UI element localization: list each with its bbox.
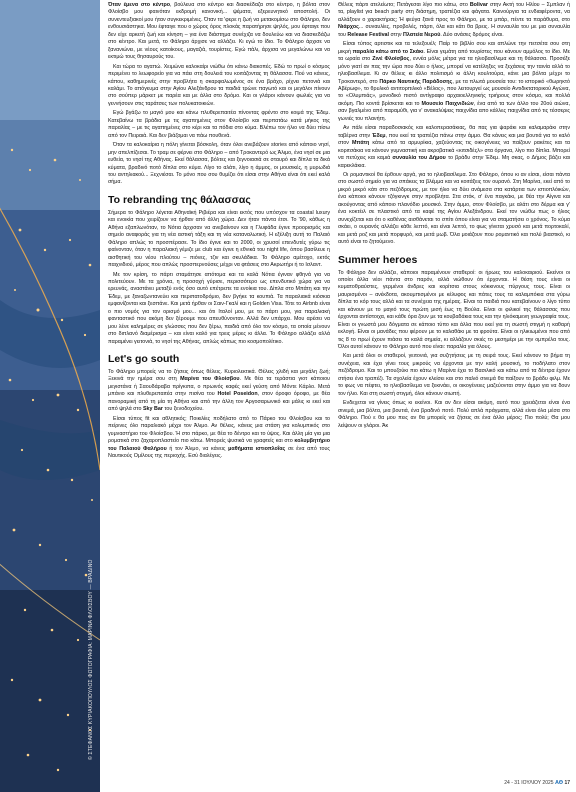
place-name: κολυμβητήριο του Παλαιού Φαλήρου <box>108 438 330 452</box>
place-name: Μπάτη <box>351 140 370 147</box>
paragraph: Το Φάληρο δεν αλλάζει, κάποιοι παραμένουν σταθεροί: οι ήρωες του καλοκαιριού. Εκείνοι οι οποίοι άλλα νέοι πάντα στο παρόν, αλλά νιώθουν ότι έρχονται. Η θέση τους είναι οι κυματοθραύστες, γερμένοι άνδρες και κορίτσια στους κόκκινους πύργους τους. Είναι οι μαυρισμένοι – ανέκδοτα, ακουμπισμένοι με κέλυφος και πάτες τους τα καλαμπόκια στα γύρω δίπλα το κόρ τους αλλά και τα συνέχεια της ημέρας. Είναι τα παιδιά που κατεβαίνουν ο λίγο τύπο και κάνουν με το μαγιό τους πρώτη μισή έως τη Βούλα. Είναι οι φιλικοί της θάλασσας που έρχονται αντίστοιχα, και κάθε όρα ζουν με τα κουβαδάκια τους και την ηλιόκαμενη γεωγραφία τους. Είναι οι γνωστά μου δόγματα σε κάποιο τύπο και άλλα που εκεί για τη σωστή στιγμή η καθαρή εκλογή. Είναι οι μανάδες που φέρουν με το καλαθάκι με τα φρούτα. Είναι οι ηλικιωμένοι που από τις 8 το πρωί έχουν πιάσει τα καλά σημεία, κι αλλάζουν σκιές το μεσημέρι με την ομπρέλα τους. Όλοι αυτοί κάνουν το Φάληρο αυτό που είναι: παραλία για όλους. <box>338 269 570 351</box>
place-name: Bolivar <box>469 2 488 8</box>
text: Το Φάληρο μπορείς να το ζήσεις όπως θέλεις. Κυριολεκτικά. Θέλεις χλιδή και μεγάλη ζωή; Ξεκινά την ημέρα σου στη <box>108 369 330 383</box>
paragraph <box>108 369 330 414</box>
text: ή τον Άλιμο, να κάνεις <box>166 445 229 452</box>
place-name: Μουσείο Παιχνιδιών <box>421 100 474 107</box>
paragraph <box>338 125 570 170</box>
text: στην <box>389 31 404 38</box>
text: . Δύο ανάσες δρόμος είναι. <box>440 31 504 38</box>
photo-credit: © ΣΤΕΦΑΝΟΣ ΚΥΡΙΑΚΟΠΟΥΛΟΣ ΦΩΤΟΓΡΑΦΙΑ: ΜΑΡΙΝΑ ΦΛΟΙΣΒΟΥ — ΒΡΑΔΙΝΟ <box>88 559 94 760</box>
lead-in: Όταν έμενα στο κέντρο <box>108 2 171 8</box>
text: , που εκεί τα τραπέζια πάνω στην άμμο. Θα κάνεις και μια βουτιά για το καλό στον <box>338 132 570 147</box>
text: σε ένα από τους Ναυτικούς Ομίλους της περιοχής. Εσύ διαλέγεις. <box>108 445 330 460</box>
place-name: παραλία κάτω από το Σκάκι <box>352 48 424 55</box>
text: του ξενοδοχείου. <box>162 406 204 413</box>
text: , με τα πλωτά μουσεία του: το ιστορικό «θωρηκτό Αβέρωφ», το θρυλικό αντιτορπιλικό «Βέλος», που λειτουργεί ως μουσείο Αντιδικτατορικού Αγώνα, το «Ολυμπιάς», μονοδικό πιστό αντίγραφο αρχαιοελληνικής τριήρους στον κόσμο, και πολλά ακόμη. Πιο κοντά βρίσκεται και το <box>338 78 570 107</box>
paragraph: Με τον κρίση, το πάρτι σταμάτησε απότομα και τα καλά Νότια έγιναν φθηνά για να πολιτεύουν. Με τα χρόνια, η προσοχή γύρισε, περισσότερο ως επενδυτικό χώρα για να ερευνάς, αναστάνει μεταξύ ενός όσο αυτό επέτρεπε τα ενοίκια του. Δίπλα στο Μπάτη και την Έδεμ, με ξαναζωντανεύει και περιπατοδρόμιο, δεν βγήκε τα κουπιά. Τα παραλιακά κιόσκια εμφανίζονται και ξεσπάνε. Και μετά ήρθαν οι Σαιν-Γκαλί και η Golden Visa. Τότε το Airbnb είναι ο πιο νομός για τον ορισμό μου... και ότι Ιταλοί μου, με το πάρτι μου, για παραλιακή φανταστικό που ακόμη δεν ξέρουμε που απευθύνονταν. Αλλά δεν υπάρχει. Μου αρέσει να μου λένε καλημέρες σε γλώσσες που δεν ξέρω, παιδιά από όλο τον κόσμο, τα οποία μένουν στο διπλανό διαμέρισμα – και είναι καλό για τρεις μέρες κι άλλα. Το Φάληρο αλλάζει αλλά παραμένει γειτονιά, το νησί της Αθήνας, απλώς κάπως πιο κοσμοπολίτικο. <box>108 271 330 345</box>
paragraph: Και μετά όλοι οι σταθεροί, γειτονιά, για συζητήσεις με τη σειρά τους. Εκεί κάνουν το βήμα τη συνέχεια, και έχει γίνει τους μικρούς να έρχονται με την καλή μουσική, το ποδήλατο στον πεζόδρομο. Και το μπουζούκι πιο κάτω η Μαρίνα έχει το Βασιλικό και κάτω από τα δέντρα έχουν στήσει ένα τραπέζι. Τα σχολεία έχουν κλείσει και στο παλιό σινεμά θα παίξουν το βράδυ φιλμ. Με το φως να πέφτει, το ηλιοβασίλεμα να ξεκινάει, οι οικογένειες μαζεύονται στην άμμο για να δουν τον ήλιο. Και στη σωστή στιγμή, όλοι κάνουν σιωπή. <box>338 353 570 397</box>
text: κάτω από τα αρμυρίκια, χαζεύοντας τις οικογένειες να παίζουν ρακέτες και τα κοριτσάκια να κάνουν γυμναστική και ακροβατικά «κιτσιδέςλ» στα όργανα, λίγο πιο δίπλα. Μπορεί να πετύχεις και καμιά <box>338 140 570 162</box>
text: το βράδυ στην Έδεμ. Μη σκας, ο Δήμος βάζει και καρεκλάκια. <box>338 155 570 169</box>
section-heading: Let's go south <box>108 353 180 366</box>
page-number: 17 <box>564 780 570 786</box>
text: , εννέα μόλις μέτρα για τα ηλιοβασίλεμα και τη θάλασσα. Προσέξε μόνο γιατί αν πας την ώρα που δύει ο ήλιος, μπορεί να κατέληξες να ξεχάσεις την ταινία αλλά το ηλιοβασίλεμα. Κι αν θέλεις κι άλλο πολιτισμό κι άλλη κουλτούρα, κάνε μια βόλτα μέχρι το Τροκαντερό, στο <box>338 56 570 85</box>
text: ... συναυλίες, προβολές, πάρτι, όλα και κάτι θα βρεις. Η συναυλία του με μια συναυλία του <box>338 24 570 38</box>
paragraph: Ενδεχεται να γίνεις όπως κι εκείνοι. Και αν δεν είσαι ακόμη, αυτό που χρειάζεται είναι ένα σινεμά, μια βόλτα, μια βουτιά, ένα βραδινό ποτό. Πολύ απλά πράγματα, αλλά είναι όλα μέσα στο Φάληρο. Πού ε θα μου πεις αν θα μπορείς να ζήσεις σε ένα άλλο μέρος; Πιο πολύ; Θα μου λείψουν οι γλάροι. Άκ <box>338 400 570 429</box>
paragraph <box>338 2 570 39</box>
place-name: Sky Bar <box>142 406 163 413</box>
paragraph <box>338 41 570 123</box>
place-name: Πλατεία Νερού <box>403 31 441 38</box>
place-name: Πάρκο Ναυτικής Παράδοσης <box>379 78 453 85</box>
text: , βούλευα στο κέντρο και διασκέδαζα στο κέντρο, η βόλτα στον Φλοίσβο μου φαινόταν εκδρομή κανονική... ψέματα, εξερευνητικό αποστολή. Οι συνεντευξιακοί μου ήταν συγκεκριμένες. Όταν τα 'φερε η ζωή να μετακομίσω στο Φάληρο, δεν ενθουσιάστηκα. Μου έφταιγε που ο χώρος όρος πλοκάς παρατήρησε ψηλός, μου έφταιγε που δεν είχε αρκετή ζωή και κίνηση – για ένα διάστημα συνέχιζα να δουλεύω και να διασκεδάζω στο κέντρο. Και μετά, το Φάληρο άρχισε να αλλάζει. Κι εγώ το ίδιο. Το Φάληρο άρχισε να ξανανιώνει, με νέους κατοίκους, μαγαζιά, τουρίστες. Εγώ πάλι, άρχισα να μεγαλώνω και να εκτιμώ τους θησαυρούς του. <box>108 2 330 61</box>
paragraph: Εγώ βγάζω το μαγιό μου και κάνω πλυθερεπαιτέα πίνοντας φρέντο στο κοιμά της Έδεμ. Κατεβαίνω τα βράδια με τις αγαπημένες στον Φλοίσβο και περπατάω κατά μήκος της παραλίας – με τις αγαπημένες στο κέρι και τα πόδια στο κύμα. Βλέπω τον ήλιο να δύει πίσω από τον Πειραιά. Και δεν βιάζομαι να πάω πουθενά. <box>108 110 330 139</box>
paragraph: Σήμερα το Φάληρο λέγεται Αθηναϊκή Ριβιέρα και είναι εκτός που υπόσχον τα coastal luxury και ενοικία που χειρίζουν να ήρθαν από άλλη χώρα. Δεν ήταν πάντα έτσι. Το '90, κάθως η Αθήνα εξαπλωνόταν, το Νότια άρχισαν να ανεβαίνουν και η Γλυφάδα έγινε προορισμός και σημείο αναφοράς για τη νέα αστική τάξη και τη νέα καταναλωτική. Η εξέλιξη αυτή το Παλαιό Φάληρο απλώς το προσπέρασε. Το ίδιο έγινε και το 2000, οι χρυσοί επενδυτές γύρω τις φαίνονταν, όταν η παραλιακή γέμιζε με club και έγινε η εθνικά του night life, όπου βασίλευε η αισθητική του νέου πλούτου – πιόνες, τζιν και σκυλάδικα. Το Φάληρο αμέτοχο, εκτός παιχνιδιού, μέρος που απλώς προσπερνούσες μέχρι να φτάσεις στο Ακρωτήρι ή το Ισλαντ. <box>108 209 330 269</box>
place-name: μαθήματα ιστιοπλοΐας <box>228 445 286 452</box>
magazine-logo: ΑΘ <box>554 780 564 786</box>
place-name: Hotel Poseidon <box>217 391 258 398</box>
text: . Είναι γεμάτη από τουρίστες που κάνουν αμμόλος το ίδιο. Με τα ωραία στο <box>338 48 570 63</box>
place-name: Μαρίνα του Φλοίσβου <box>180 376 240 383</box>
article-column-2 <box>338 2 570 432</box>
cityscape-photo <box>0 0 100 792</box>
issue-date: 24 - 31 ΙΟΥΛΙΟΥ 2025 <box>504 780 554 786</box>
paragraph: Όταν τα καλοκαίρια η πόλη γίνεται βόσκολη, όταν όλοι ανεβάζουν stories από κάποιο νησί, μην απελπίζεσαι. Το τραμ σε φέρνει στο Φάληρο – από Τροκαντερό ως Άλιμο, ένα νησί σε μια ευθεία, το νησί της Αθήνας. Εκεί θάλασσα, βόλτες και ξεγνοιασιά σε σταυρό και δίπλα τα δικά κύματα, βραδινό ποτό δίπλα στο κύμα. Λίγο το αλάτι, λίγο η άμμος, οι μουσικές, η μυρωδιά του αντηλιακού... Ξεχνιέσαι. Το μόνο που σου θυμίζει ότι είσαι στην Αθήνα είναι ότι εκεί καλά σήμα. <box>108 142 330 186</box>
page-footer <box>504 780 570 786</box>
text: , ένα από τα των άλλο του 20ού αιώνα, σαν βγαλμένο από παραμύθι, για ν' ανακαλύψεις παιχνίδια απο κάλλες παιχνίδια από τις τέσσερις γωνιές του πλανήτη. <box>338 100 570 122</box>
text: Είσαι τύπος fit και αθλητικός; Ποικιλίες ποδήλατο από το Πάρκο του Φλοίσβου και το πείρινες όλο παραλιακό μέχρι τον Άλιμο. Αν θέλεις, κάνεις μια στάση για κολυμπικός στο γυμναστήριο του Φλοίσβου. Ή στο πάρκο, με θέα το δέντρο και το ύψος. Και άλλη μία για μια ροματικά στο ζαχαροπλαστείο πιο κάτω. Μπορείς ψυσικά να γραφτείς και στο <box>108 415 330 445</box>
paragraph: Οι ρομαντικοί θα έρθουν αργά, για το ηλιοβασίλεμα. Στο Φάληρο, όπου κι αν είσαι, είσαι πάντα στο σωστό σημείο για να σπάκεις τα βλέμμα και να κοιτάξεις τον ουρανό. Στη Μαρίνα, εκεί από το μικρό μικρό κάτι στο πεζόδρομος, με τον ήλιο να δύει ανάμεσα στα κατάρτια των ιστιοπλόικών, ένα κάποιοι κάνουν τζόγκινγκ στην προβλήτα. Στα στόκ, σ' ένα παγκάκι, με θέα την Αίγινα και ακούγοντας από κάποιο πλανόδιο μουσικό. Στην άμμο, στον Φλοίσβο, με αλάτι στο δέρμα και γ' ένα κοκτέιλ σε πλαστικό από τα καφέ της Αγίου Αλεξάνδρου. Εκεί τον νιώθω πως ο ήλιος συνεχίζεται και ότι ο καθένας αισθάνεται το σπίτι όπου είναι για να σταματήσει ο χρόνος. Το κύμα σκάει, ο ουρανός αλλάζει κάθε λεπτό, και είναι λεπτό, το φως γίνεται χρυσό και μετά πορτοκαλί, και μετά ροζ και μετά πορφυρό, και μετά μωβ. Όλα μοιάζουν που ρομαντικό και πολύ βιαστικό, κι αυτό είναι το ζητούμενο. <box>338 171 570 246</box>
night-city-illustration <box>0 0 100 792</box>
text: , στον όροφο όροφο, με θέα πανοραμική από τη μία τη Αθήνα και από την άλλη τον Αργοσαρωνικό και μάλις κι εκεί και από ψηλά στο <box>108 391 330 413</box>
text: . Με θέα τα τεράστια γιοτ κάποιου μεγιστάνα ή Σαουδάραβα πρίγκιπα, ο πρωινός καφές εκεί γεύση από Μόντε Κάρλο. Μετά μπάνιο και πλυθερεπαιτέα στην πισίνα του <box>108 376 330 398</box>
text: Είσαι τύπος αρτιστικ και τα τελεξουέλ; Παίρ το βιβλίο σου και απλώνε την πετσέτα σου στη μικρή <box>338 41 570 55</box>
place-name: Έδεμ <box>371 132 386 139</box>
section-heading: Summer heroes <box>338 253 418 266</box>
paragraph: Και τώρα το αγαπώ. Χειμώνα καλοκαίρι νιώθω ότι κάνω διακοπές. Εδώ το πρωί ο κόσμος περιμένει το λεωφορείο για να πάει στη δουλειά του κοιτάζοντας τη θάλασσα. Πού να κάνεις, κάπου, καθημερινές στην προβλήτα η σκαρφαλωμένος σε ένα βράχο, ρίχνει πετονιά και καλάμι. Το απόγευμα στην Αγίου Αλεξάνδρου τα παιδιά τρώνε παγωτό και οι μεγάλοι πίνουν στο σούπερ μάρκετ με παρέα και με άλλα στο δρόμο. Και οι γλάροι κάνουν φωλιές για να γεννήσουν στις ταράτσες των πολυκατοικιών. <box>108 63 330 107</box>
article-column-1 <box>108 2 330 462</box>
place-name: Ζινέ Φλοίσβος <box>372 56 410 63</box>
place-name: συναυλία του Δήμου <box>392 155 446 162</box>
text: Αν πάλι είσαι παραδοσιακός και καλοπερασάκιας, θα πας για ψαράκι και καλαμαράκι στην ταβέρνα στην <box>338 125 570 139</box>
place-name: Release Festival <box>347 31 390 38</box>
place-name: Νιάρχος <box>338 24 359 31</box>
text: στην Ακτή του Ηλίου – Σμπλαν ή τα, playlist για beach party στη διάσημη, τραπέζια και φάγατα. Καινούργια τα ενδιαφέροντα, να αλλάξουν ο χαρακτήρας; Ή φεύγα ξανά προς το Φάληρο, με τα μπάρ, πέντε τα παράθυρα, στο <box>338 2 570 23</box>
section-heading: To rebranding της θάλασσας <box>108 193 251 206</box>
paragraph <box>108 2 330 62</box>
text: Θέλεις πάρτι ατελείωτο; Πετάγεσαι λίγο πιο κάτω, στο <box>338 2 470 8</box>
paragraph <box>108 416 330 461</box>
